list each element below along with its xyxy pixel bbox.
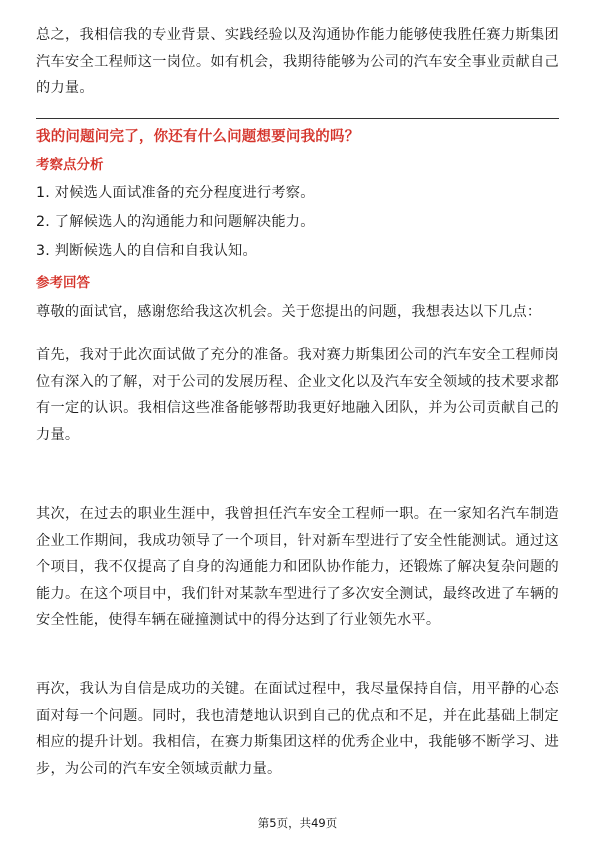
answer-paragraph-2: 其次，在过去的职业生涯中，我曾担任汽车安全工程师一职。在一家知名汽车制造企业工作期间，我成功领导了一个项目，针对新车型进行了安全性能测试。通过这个项目，我不仅提高了自身的沟通能力和团队协作能力，还锻炼了解决复杂问题的能力。在这个项目中，我们针对某款车型进行了多次安全测试，最终改进了车辆的安全性能，使得车辆在碰撞测试中的得分达到了行业领先水平。	[36, 506, 559, 629]
analysis-point-1: 1. 对候选人面试准备的充分程度进行考察。	[36, 185, 315, 201]
section-divider	[36, 118, 559, 119]
intro-paragraph: 总之，我相信我的专业背景、实践经验以及沟通协作能力能够使我胜任赛力斯集团汽车安全工程师这一岗位。如有机会，我期待能够为公司的汽车安全事业贡献自己的力量。	[36, 27, 559, 97]
reference-heading: 参考回答	[36, 275, 90, 291]
page-number: 第5页，共49页	[257, 816, 338, 830]
analysis-point-3: 3. 判断候选人的自信和自我认知。	[36, 243, 257, 259]
question-title: 我的问题问完了，你还有什么问题想要问我的吗？	[36, 129, 360, 145]
answer-paragraph-3: 再次，我认为自信是成功的关键。在面试过程中，我尽量保持自信，用平静的心态面对每一个问题。同时，我也清楚地认识到自己的优点和不足，并在此基础上制定相应的提升计划。我相信，在赛力斯集团这样的优秀企业中，我能够不断学习、进步，为公司的汽车安全领域贡献力量。	[36, 681, 559, 777]
answer-opening: 尊敬的面试官，感谢您给我这次机会。关于您提出的问题，我想表达以下几点：	[36, 304, 542, 320]
answer-paragraph-1: 首先，我对于此次面试做了充分的准备。我对赛力斯集团公司的汽车安全工程师岗位有深入的了解，对于公司的发展历程、企业文化以及汽车安全领域的技术要求都有一定的认识。我相信这些准备能够帮助我更好地融入团队，并为公司贡献自己的力量。	[36, 347, 559, 443]
analysis-point-2: 2. 了解候选人的沟通能力和问题解决能力。	[36, 214, 315, 230]
analysis-heading: 考察点分析	[36, 157, 104, 173]
